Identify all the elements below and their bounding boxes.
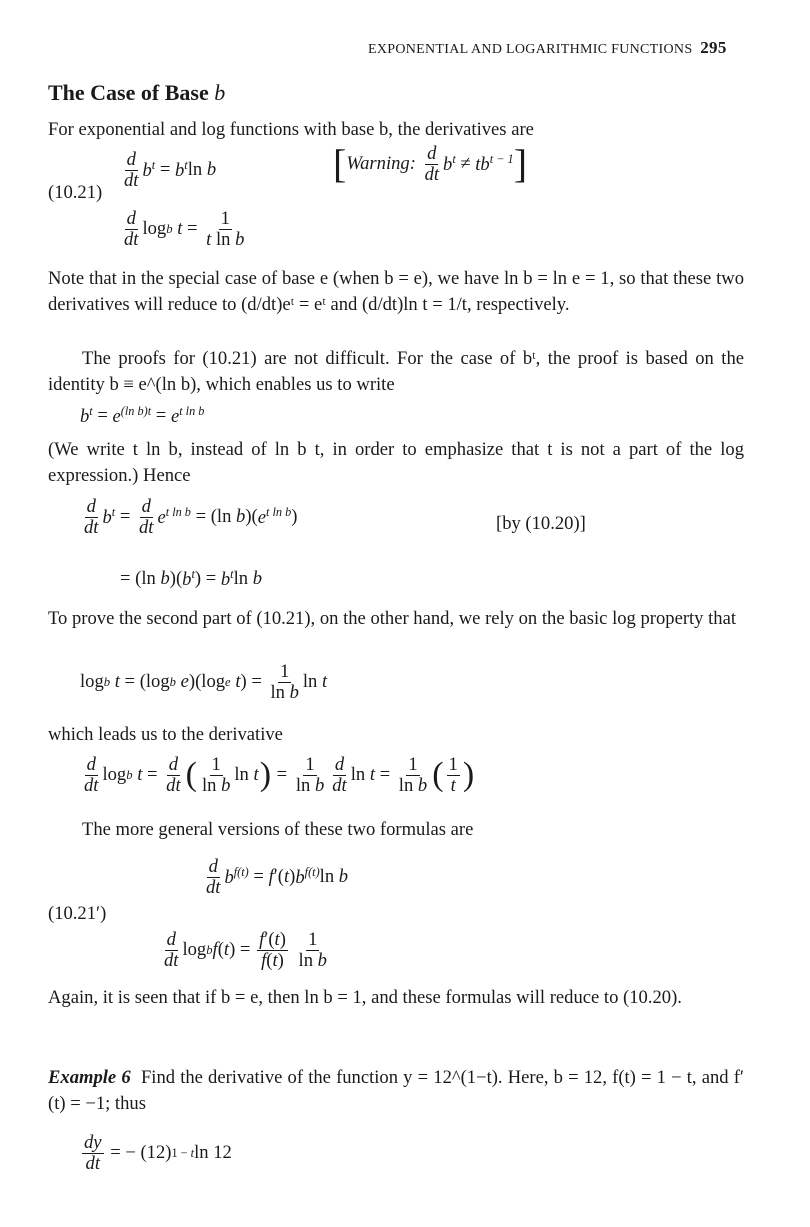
- equation-identity: $b^t$ = $e^{(ln b)t}$ = $e^{t ln b}$: [80, 404, 205, 427]
- equation-derivative-exp: $\frac{d}{dt}$ $b^t$ = $b^t$ ln b: [124, 149, 217, 191]
- section-title-var: b: [214, 80, 226, 105]
- paragraph-leads: which leads us to the derivative: [48, 724, 283, 745]
- page-number: 295: [700, 38, 727, 57]
- example-6: [48, 1065, 744, 1117]
- equation-log-property: log b t = (log b e )(log e t ) = $\frac{1}{\text{ln b}}$ ln t: [80, 661, 328, 703]
- equation-proof-step2: = (ln b )( $b^t$ ) = $b^t$ ln b: [120, 567, 262, 590]
- reference-10-20: [by (10.20)]: [496, 513, 586, 534]
- equation-general-exp: $\frac{d}{dt}$ $b^{f(t)}$ = f ′( t ) $b^{f(t)}$ ln b: [206, 856, 349, 898]
- paragraph-again: Again, it is seen that if b = e, then ln b = 1, and these formulas will reduce to (10.20).: [48, 987, 682, 1008]
- example-text: Find the derivative of the function y = 12^(1−t). Here, b = 12, f(t) = 1 − t, and f′(t) = −1; thus: [48, 1067, 744, 1114]
- paragraph-special-case: Note that in the special case of base e (when b = e), we have ln b = ln e = 1, so that these two derivatives will reduce to (d/dt)eᵗ = eᵗ and (d/dt)ln t = 1/t, respectively.: [48, 268, 744, 315]
- equation-log-derivative: $\frac{d}{dt}$ log b t = $\frac{d}{dt}$ ( $\frac{1}{\text{ln b}}$ ln t ) = $\frac{1}{\text{ln b}}$ $\frac{d}{dt}$ ln t = $\frac{1}{\text{ln b}}$ ( $\frac{1}{t}$ ): [84, 754, 475, 796]
- section-title-text: The Case of Base: [48, 80, 209, 105]
- equation-general-log: $\frac{d}{dt}$ log b f ( t ) = $\frac{f'(t)}{f(t)}$ $\frac{1}{\text{ln b}}$: [164, 929, 327, 971]
- paragraph-intro: For exponential and log functions with base b, the derivatives are: [48, 119, 534, 140]
- equation-example-result: $\frac{dy}{dt}$ = − (12) 1 − t ln 12: [84, 1132, 232, 1174]
- running-title: EXPONENTIAL AND LOGARITHMIC FUNCTIONS: [368, 42, 693, 57]
- equation-label-10-21: (10.21): [48, 182, 103, 203]
- paragraph-general: The more general versions of these two formulas are: [82, 819, 474, 840]
- example-label: Example 6: [48, 1067, 131, 1088]
- paragraph-note: (We write t ln b, instead of ln b t, in order to emphasize that t is not a part of the log expression.) Hence: [48, 439, 744, 486]
- warning-label: Warning:: [346, 153, 416, 175]
- equation-warning: [ Warning: $\frac{d}{dt}$ $b^t$ ≠ $tb^{t - 1}$ ]: [333, 141, 528, 187]
- equation-proof-step1: $\frac{d}{dt}$ $b^t$ = $\frac{d}{dt}$ $e^{t ln b}$ = (ln b )( $e^{t ln b}$ ): [84, 496, 298, 538]
- equation-label-10-21-prime: (10.21′): [48, 903, 107, 924]
- equation-derivative-log: $\frac{d}{dt}$ log b t = $\frac{1}{\text{t ln b}}$: [124, 208, 245, 250]
- paragraph-second-part: To prove the second part of (10.21), on the other hand, we rely on the basic log property that: [48, 608, 737, 629]
- paragraph-proofs: The proofs for (10.21) are not difficult. For the case of bᵗ, the proof is based on the identity b ≡ e^(ln b), which enables us to write: [48, 348, 744, 395]
- section-title: [48, 80, 225, 106]
- running-header: [368, 38, 727, 58]
